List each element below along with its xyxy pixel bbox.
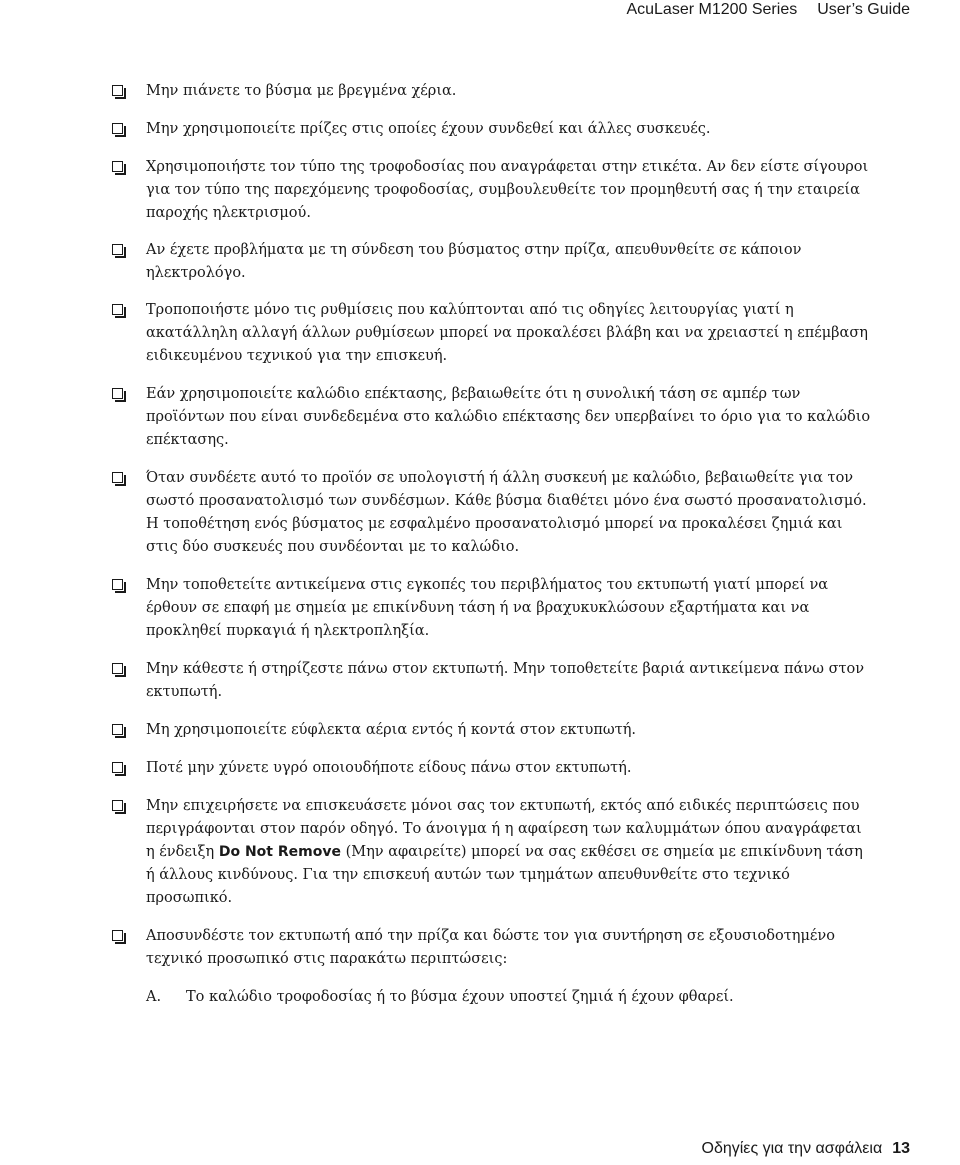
list-item: Χρησιμοποιήστε τον τύπο της τροφοδοσίας που αναγράφεται στην ετικέτα. Αν δεν είστε σίγουροι για τον τύπο της παρεχόμενης τροφοδοσίας, συμβουλευθείτε τον προμηθευτή σας ή την εταιρεία παροχής ηλεκτρισμού. (112, 156, 872, 225)
list-item: Εάν χρησιμοποιείτε καλώδιο επέκτασης, βεβαιωθείτε ότι η συνολική τάση σε αμπέρ των προϊόντων που είναι συνδεδεμένα στο καλώδιο επέκτασης δεν υπερβαίνει το όριο για το καλώδιο επέκτασης. (112, 383, 872, 452)
page-footer (702, 1139, 911, 1159)
product-name: AcuLaser M1200 Series (626, 1, 798, 18)
section-title: Οδηγίες για την ασφάλεια (701, 1140, 883, 1157)
do-not-remove-label: Do Not Remove (218, 844, 341, 860)
list-item-unplug: Αποσυνδέστε τον εκτυπωτή από την πρίζα και δώστε τον για συντήρηση σε εξουσιοδοτημένο τεχνικό προσωπικό στις παρακάτω περιπτώσεις: (112, 925, 872, 971)
sub-list-item: A. Το καλώδιο τροφοδοσίας ή το βύσμα έχουν υποστεί ζημιά ή έχουν φθαρεί. (146, 986, 872, 1009)
checkbox-bullet-icon (112, 161, 123, 172)
sub-list-marker: A. (146, 989, 162, 1005)
checkbox-bullet-icon (112, 472, 123, 483)
list-item: Μην κάθεστε ή στηρίζεστε πάνω στον εκτυπωτή. Μην τοποθετείτε βαριά αντικείμενα πάνω στον εκτυπωτή. (112, 658, 872, 704)
checkbox-bullet-icon (112, 663, 123, 674)
checkbox-bullet-icon (112, 579, 123, 590)
list-item-repair: Μην επιχειρήσετε να επισκευάσετε μόνοι σας τον εκτυπωτή, εκτός από ειδικές περιπτώσεις που περιγράφονται στον παρόν οδηγό. Το άνοιγμα ή η αφαίρεση των καλυμμάτων όπου αναγράφεται η ένδειξη Do Not Remove (Μην αφαιρείτε) μπορεί να σας εκθέσει σε σημεία με επικίνδυνη τάση ή άλλους κινδύνους. Για την επισκευή αυτών των τμημάτων απευθυνθείτε στο τεχνικό προσωπικό. (112, 795, 872, 910)
checkbox-bullet-icon (112, 123, 123, 134)
checkbox-bullet-icon (112, 800, 123, 811)
list-item: Μη χρησιμοποιείτε εύφλεκτα αέρια εντός ή κοντά στον εκτυπωτή. (112, 719, 872, 742)
checkbox-bullet-icon (112, 762, 123, 773)
checkbox-bullet-icon (112, 388, 123, 399)
checkbox-bullet-icon (112, 724, 123, 735)
list-item: Μην τοποθετείτε αντικείμενα στις εγκοπές του περιβλήματος του εκτυπωτή γιατί μπορεί να έρθουν σε επαφή με σημεία με επικίνδυνη τάση ή να βραχυκυκλώσουν εξαρτήματα και να προκληθεί πυρκαγιά ή ηλεκτροπληξία. (112, 574, 872, 643)
page-number: 13 (892, 1140, 910, 1157)
guide-title: User’s Guide (817, 1, 910, 18)
safety-list (112, 80, 872, 1009)
checkbox-bullet-icon (112, 304, 123, 315)
list-item: Ποτέ μην χύνετε υγρό οποιουδήποτε είδους πάνω στον εκτυπωτή. (112, 757, 872, 780)
list-item: Όταν συνδέετε αυτό το προϊόν σε υπολογιστή ή άλλη συσκευή με καλώδιο, βεβαιωθείτε για τον σωστό προσανατολισμό των συνδέσμων. Κάθε βύσμα διαθέτει μόνο ένα σωστό προσανατολισμό. Η τοποθέτηση ενός βύσματος με εσφαλμένο προσανατολισμό μπορεί να προκαλέσει ζημιά και στις δύο συσκευές που συνδέονται με το καλώδιο. (112, 467, 872, 559)
checkbox-bullet-icon (112, 85, 123, 96)
list-item: Μην πιάνετε το βύσμα με βρεγμένα χέρια. (112, 80, 872, 103)
checkbox-bullet-icon (112, 244, 123, 255)
page-header (626, 0, 910, 20)
list-item: Μην χρησιμοποιείτε πρίζες στις οποίες έχουν συνδεθεί και άλλες συσκευές. (112, 118, 872, 141)
list-item: Αν έχετε προβλήματα με τη σύνδεση του βύσματος στην πρίζα, απευθυνθείτε σε κάποιον ηλεκτρολόγο. (112, 239, 872, 285)
list-item: Τροποποιήστε μόνο τις ρυθμίσεις που καλύπτονται από τις οδηγίες λειτουργίας γιατί η ακατάλληλη αλλαγή άλλων ρυθμίσεων μπορεί να προκαλέσει βλάβη και να χρειαστεί η επέμβαση ειδικευμένου τεχνικού για την επισκευή. (112, 299, 872, 368)
checkbox-bullet-icon (112, 930, 123, 941)
